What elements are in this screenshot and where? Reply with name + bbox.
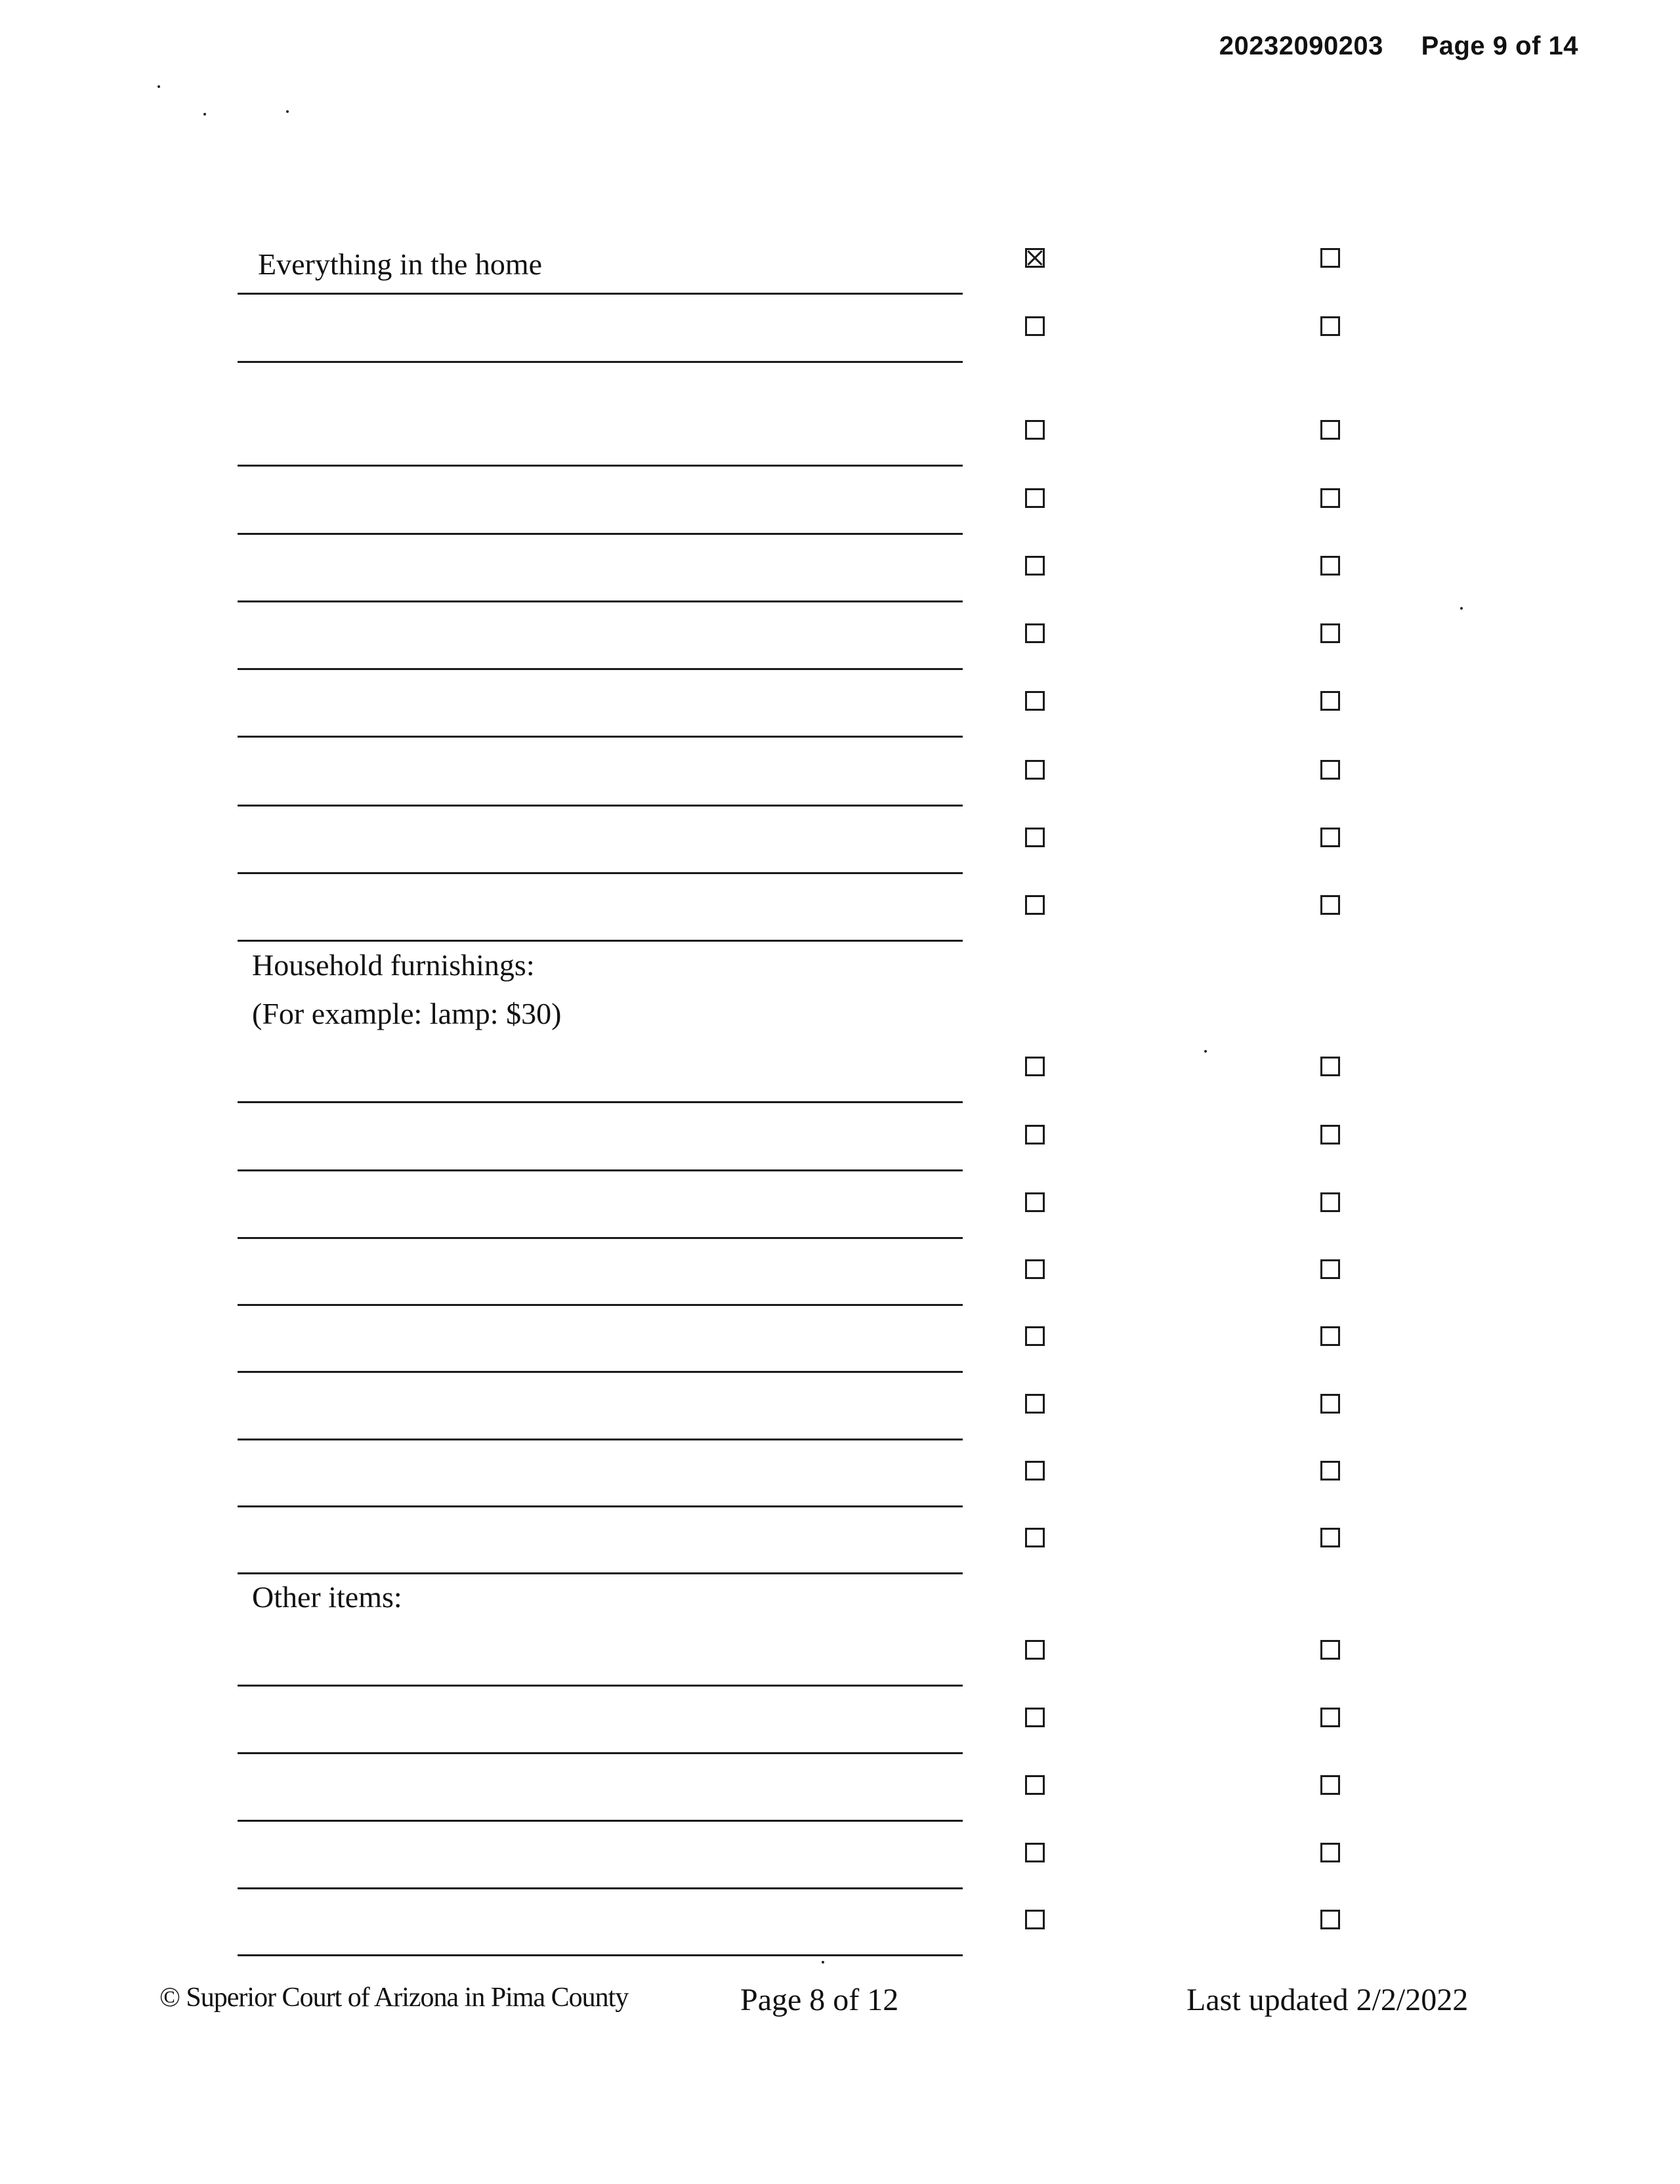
checkbox-column-2[interactable] xyxy=(1320,1394,1340,1414)
checkbox-column-2[interactable] xyxy=(1320,1259,1340,1279)
checkbox-column-2[interactable] xyxy=(1320,828,1340,847)
checkbox-column-1[interactable] xyxy=(1025,1775,1045,1795)
scan-speck xyxy=(822,1961,824,1964)
checkbox-column-2[interactable] xyxy=(1320,1528,1340,1547)
scan-speck xyxy=(158,85,160,88)
checkbox-column-1[interactable] xyxy=(1025,420,1045,440)
section-example: (For example: lamp: $30) xyxy=(252,997,562,1030)
entry-line[interactable] xyxy=(238,465,963,467)
checkbox-column-1[interactable] xyxy=(1025,623,1045,643)
checkbox-column-1[interactable] xyxy=(1025,1708,1045,1727)
entry-line[interactable] xyxy=(238,600,963,602)
checkbox-column-2[interactable] xyxy=(1320,1461,1340,1480)
scan-speck xyxy=(1460,607,1463,610)
checkbox-column-1[interactable] xyxy=(1025,760,1045,780)
footer-page-number: Page 8 of 12 xyxy=(740,1983,899,2017)
checkbox-column-2[interactable] xyxy=(1320,1057,1340,1076)
checkbox-column-1[interactable] xyxy=(1025,488,1045,508)
entry-line[interactable] xyxy=(238,805,963,807)
checkbox-column-2[interactable] xyxy=(1320,1775,1340,1795)
entry-line[interactable] xyxy=(238,1169,963,1171)
checkbox-column-2[interactable] xyxy=(1320,691,1340,711)
entry-line[interactable] xyxy=(238,1237,963,1239)
checkbox-column-2[interactable] xyxy=(1320,895,1340,915)
entry-line[interactable] xyxy=(238,1505,963,1507)
last-updated: Last updated 2/2/2022 xyxy=(1186,1983,1469,2017)
checkbox-column-1[interactable] xyxy=(1025,828,1045,847)
copyright-notice: © Superior Court of Arizona in Pima County xyxy=(159,1983,629,2013)
checkbox-column-2[interactable] xyxy=(1320,248,1340,268)
entry-line[interactable] xyxy=(238,293,963,295)
entry-line[interactable] xyxy=(238,1101,963,1103)
entry-line[interactable] xyxy=(238,872,963,874)
entry-line[interactable] xyxy=(238,533,963,535)
checkbox-column-1[interactable] xyxy=(1025,316,1045,336)
checkbox-column-2[interactable] xyxy=(1320,1708,1340,1727)
checkbox-column-1[interactable] xyxy=(1025,691,1045,711)
entry-line[interactable] xyxy=(238,1887,963,1889)
section-label: Everything in the home xyxy=(258,247,543,281)
checkbox-column-1[interactable] xyxy=(1025,556,1045,576)
checkbox-column-1[interactable] xyxy=(1025,1125,1045,1144)
document-header xyxy=(1219,32,1578,61)
page-indicator: Page 9 of 14 xyxy=(1421,32,1578,60)
checkbox-column-1[interactable] xyxy=(1025,1640,1045,1660)
checkbox-column-1[interactable] xyxy=(1025,895,1045,915)
checkbox-column-1[interactable] xyxy=(1025,1394,1045,1414)
checkbox-column-2[interactable] xyxy=(1320,623,1340,643)
checkbox-column-2[interactable] xyxy=(1320,556,1340,576)
entry-line[interactable] xyxy=(238,1438,963,1440)
document-number: 20232090203 xyxy=(1219,32,1383,60)
scan-speck xyxy=(203,113,206,116)
entry-line[interactable] xyxy=(238,1304,963,1306)
entry-line[interactable] xyxy=(238,1371,963,1373)
checkbox-column-1[interactable] xyxy=(1025,1192,1045,1212)
checkbox-column-1[interactable] xyxy=(1025,1528,1045,1547)
checkbox-column-1[interactable] xyxy=(1025,1057,1045,1076)
section-label: Other items: xyxy=(252,1580,402,1614)
entry-line[interactable] xyxy=(238,361,963,363)
section-label: Household furnishings: xyxy=(252,948,535,982)
checkbox-column-2[interactable] xyxy=(1320,1326,1340,1346)
entry-line[interactable] xyxy=(238,1685,963,1687)
checkbox-column-2[interactable] xyxy=(1320,488,1340,508)
checkbox-column-1[interactable] xyxy=(1025,1326,1045,1346)
checkbox-column-2[interactable] xyxy=(1320,1192,1340,1212)
scan-speck xyxy=(1204,1050,1207,1053)
checkbox-column-1[interactable] xyxy=(1025,1910,1045,1929)
entry-line[interactable] xyxy=(238,940,963,942)
checkbox-column-2[interactable] xyxy=(1320,1843,1340,1862)
checkbox-column-2[interactable] xyxy=(1320,760,1340,780)
checkbox-column-1[interactable] xyxy=(1025,248,1045,268)
checkbox-column-1[interactable] xyxy=(1025,1259,1045,1279)
checkbox-column-2[interactable] xyxy=(1320,420,1340,440)
checkbox-column-2[interactable] xyxy=(1320,1640,1340,1660)
checkbox-column-2[interactable] xyxy=(1320,1125,1340,1144)
checkbox-column-2[interactable] xyxy=(1320,316,1340,336)
entry-line[interactable] xyxy=(238,1820,963,1822)
checkbox-column-1[interactable] xyxy=(1025,1461,1045,1480)
entry-line[interactable] xyxy=(238,736,963,738)
entry-line[interactable] xyxy=(238,1572,963,1574)
checkbox-column-1[interactable] xyxy=(1025,1843,1045,1862)
entry-line[interactable] xyxy=(238,1954,963,1956)
entry-line[interactable] xyxy=(238,668,963,670)
checkbox-column-2[interactable] xyxy=(1320,1910,1340,1929)
entry-line[interactable] xyxy=(238,1752,963,1754)
scan-speck xyxy=(286,110,289,113)
